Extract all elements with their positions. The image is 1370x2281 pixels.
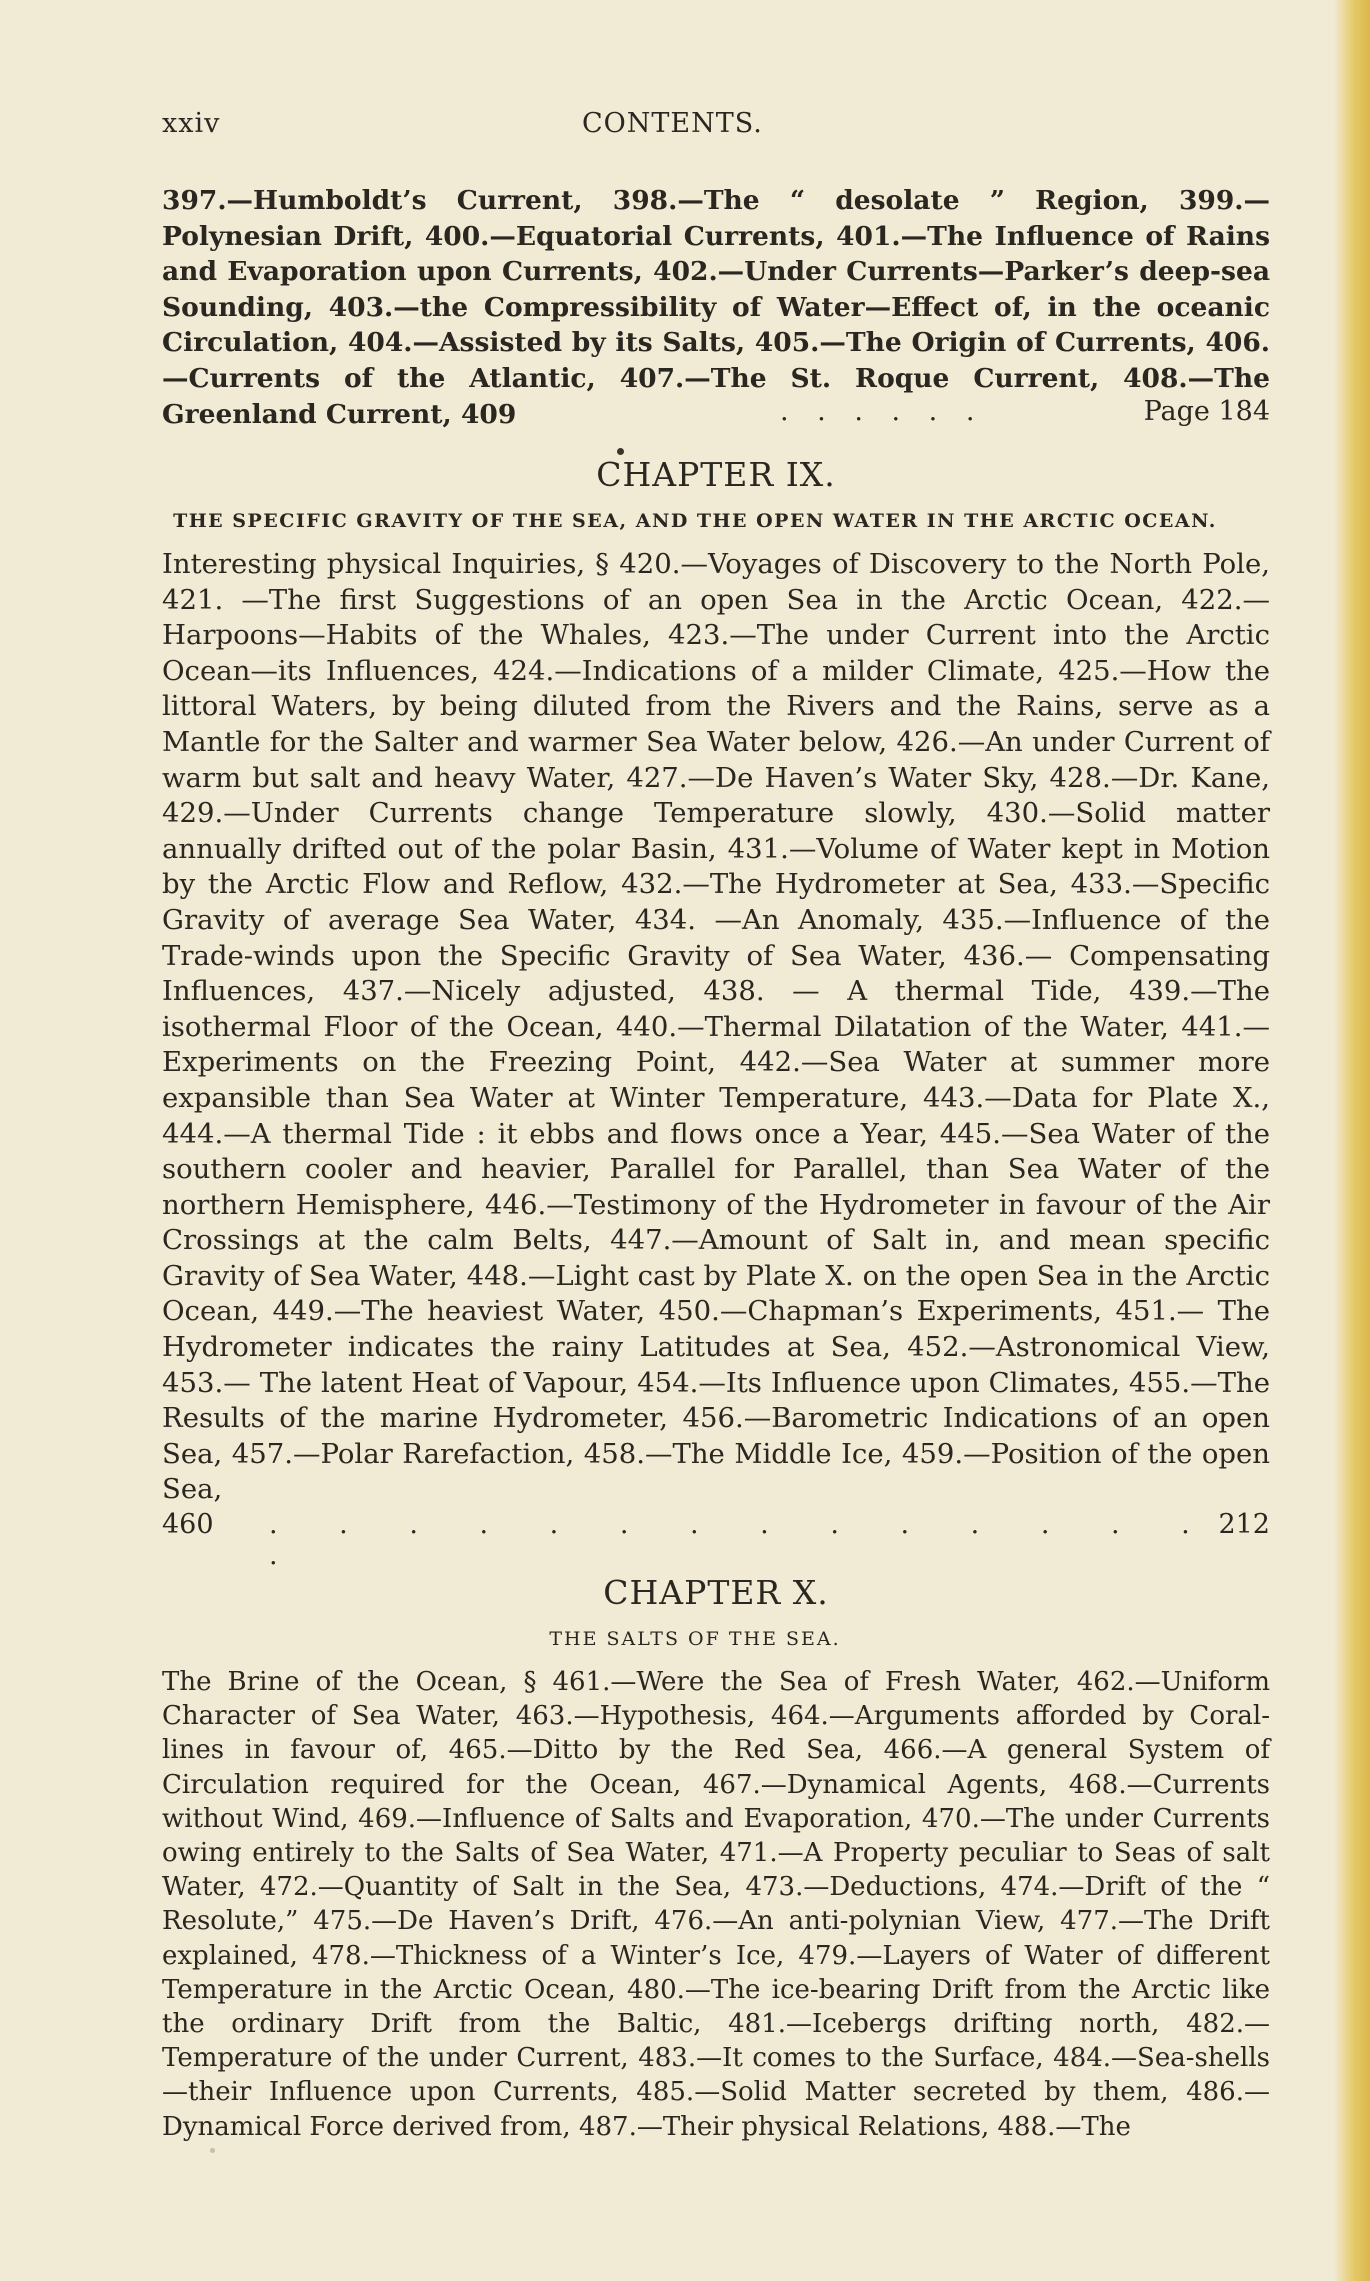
chapter-8-entries: 397.—Humboldt’s Current, 398.—The “ desolate ” Region, 399.—Polynesian Drift, 400.—Equatorial Currents, 401.—The Influence of Rains and Evaporation upon Currents, 402.—Under Currents—Parker’s deep-sea Sounding, 403.—the Compressibility of Water—Effect of, in the oceanic Circulation, 404.—Assisted by its Salts, 405.—The Origin of Currents, 406.—Currents of the Atlantic, 407.—The St. Roque Current, 408.—The Greenland Current, 409: [162, 185, 1270, 430]
running-head: [162, 108, 1252, 148]
chapter-9-leader-line: [162, 1509, 1270, 1571]
ink-speck: [617, 448, 624, 455]
chapter-9-entries: Interesting physical Inquiries, § 420.—Voyages of Discovery to the North Pole, 421. —The first Suggestions of an open Sea in the Arctic Ocean, 422.—Harpoons—Habits of the Whales, 423.—The under Current into the Arctic Ocean—its Influences, 424.—Indications of a milder Climate, 425.—How the littoral Waters, by being diluted from the Rivers and the Rains, serve as a Mantle for the Salter and warmer Sea Water below, 426.—An under Current of warm but salt and heavy Water, 427.—De Haven’s Water Sky, 428.—Dr. Kane, 429.—Under Currents change Temperature slowly, 430.—Solid matter annually drifted out of the polar Basin, 431.—Volume of Water kept in Motion by the Arctic Flow and Reflow, 432.—The Hydrometer at Sea, 433.—Specific Gravity of average Sea Water, 434. —An Anomaly, 435.—Influence of the Trade-winds upon the Specific Gravity of Sea Water, 436.— Compensating Influences, 437.—Nicely adjusted, 438. — A thermal Tide, 439.—The isothermal Floor of the Ocean, 440.—Thermal Dilatation of the Water, 441.—Experiments on the Freezing Point, 442.—Sea Water at summer more expansible than Sea Water at Winter Temperature, 443.—Data for Plate X., 444.—A thermal Tide : it ebbs and flows once a Year, 445.—Sea Water of the southern cooler and heavier, Parallel for Parallel, than Sea Water of the northern Hemisphere, 446.—Testimony of the Hydrometer in favour of the Air Crossings at the calm Belts, 447.—Amount of Salt in, and mean specific Gravity of Sea Water, 448.—Light cast by Plate X. on the open Sea in the Arctic Ocean, 449.—The heaviest Water, 450.—Chapman’s Experiments, 451.— The Hydrometer indicates the rainy Latitudes at Sea, 452.—Astronomical View, 453.— The latent Heat of Vapour, 454.—Its Influence upon Climates, 455.—The Results of the marine Hydrometer, 456.—Barometric Indications of an open Sea, 457.—Polar Rarefaction, 458.—The Middle Ice, 459.—Position of the open Sea,: [162, 548, 1270, 1506]
page-reference: 212: [1218, 1509, 1270, 1540]
page-reference: Page 184: [1143, 396, 1270, 427]
chapter-10-entries: The Brine of the Ocean, § 461.—Were the Sea of Fresh Water, 462.—Uniform Character of Sea Water, 463.—Hypothesis, 464.—Arguments afforded by Coral-lines in favour of, 465.—Ditto by the Red Sea, 466.—A general System of Circulation required for the Ocean, 467.—Dynamical Agents, 468.—Currents without Wind, 469.—Influence of Salts and Evaporation, 470.—The under Currents owing entirely to the Salts of Sea Water, 471.—A Property peculiar to Seas of salt Water, 472.—Quantity of Salt in the Sea, 473.—Deductions, 474.—Drift of the “ Resolute,” 475.—De Haven’s Drift, 476.—An anti-polynian View, 477.—The Drift explained, 478.—Thickness of a Winter’s Ice, 479.—Layers of Water of different Temperature in the Arctic Ocean, 480.—The ice-bearing Drift from the Arctic like the ordinary Drift from the Baltic, 481.—Icebergs drifting north, 482.—Temperature of the under Current, 483.—It comes to the Surface, 484.—Sea-shells—their Influence upon Currents, 485.—Solid Matter secreted by them, 486.—Dynamical Force derived from, 487.—Their physical Relations, 488.—The: [162, 1667, 1270, 2142]
dot-leader: . . . . . .: [780, 396, 985, 427]
chapter-8-leader-line: [162, 396, 1270, 432]
page-edge: [1334, 0, 1370, 2281]
chapter-10-subtitle: THE SALTS OF THE SEA.: [549, 1628, 841, 1650]
running-title: CONTENTS.: [582, 108, 763, 139]
chapter-10-heading: CHAPTER X.: [603, 1573, 829, 1612]
paper-mark: [210, 2148, 215, 2153]
dot-leader: . . . . . . . . . . . . . . .: [269, 1509, 1217, 1571]
entry-number: 460: [162, 1509, 214, 1540]
chapter-9-subtitle: THE SPECIFIC GRAVITY OF THE SEA, AND THE OPEN WATER IN THE ARCTIC OCEAN.: [173, 510, 1217, 532]
chapter-9-heading: CHAPTER IX.: [596, 455, 836, 494]
page-number: xxiv: [162, 108, 221, 139]
